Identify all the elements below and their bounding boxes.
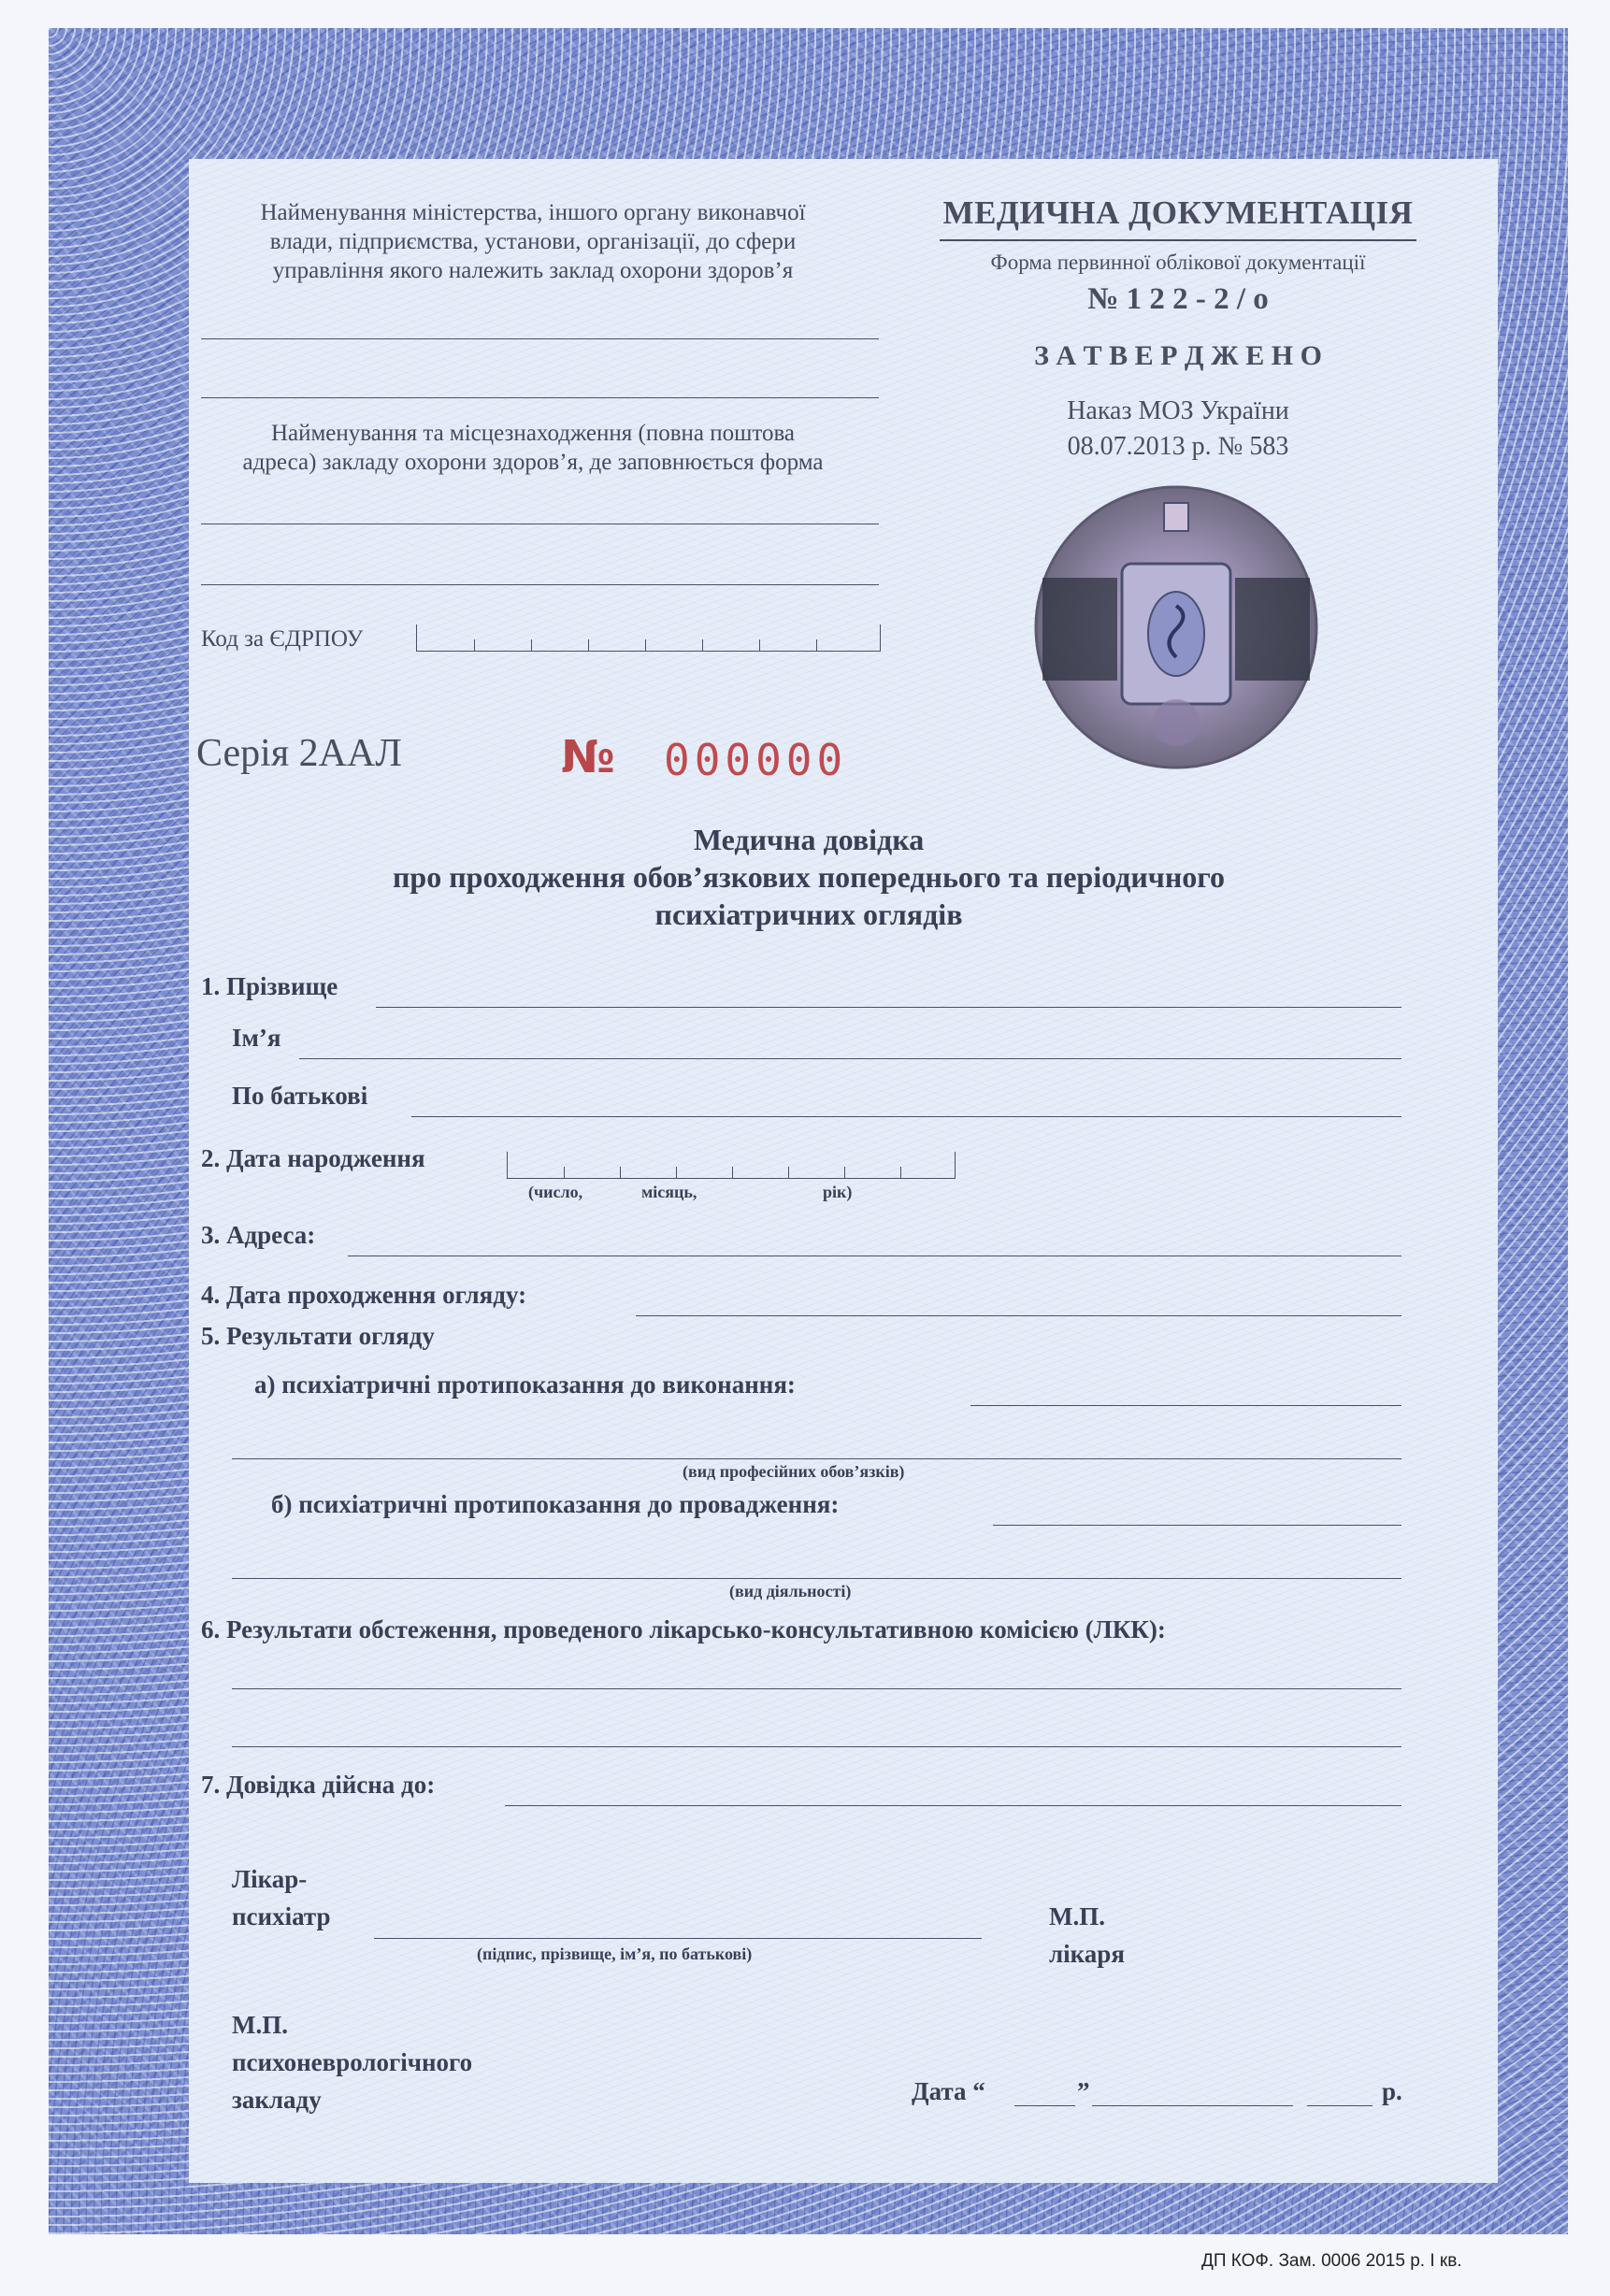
date-month-field[interactable] (1092, 2105, 1293, 2106)
birth-hint-year: рік) (823, 1183, 853, 1201)
edrpou-tick (645, 639, 646, 651)
surname-field[interactable] (376, 1007, 1402, 1008)
facility-stamp-line-1: М.П. (232, 2011, 288, 2039)
name-field[interactable] (299, 1058, 1402, 1059)
birth-date-label: 2. Дата народження (201, 1144, 425, 1172)
title-line-3: психіатричних оглядів (654, 897, 963, 931)
edrpou-boxes[interactable] (416, 624, 881, 652)
birth-date-boxes[interactable] (507, 1152, 956, 1179)
form-type: Форма первинної облікової документації (990, 251, 1366, 274)
date-close-quote: ” (1077, 2077, 1090, 2105)
serial-number: 000000 (664, 735, 848, 785)
order-date: 08.07.2013 р. № 583 (1067, 432, 1289, 461)
ministry-line-2: влади, підприємства, установи, організації, до сфери (269, 229, 797, 254)
title-underline (940, 239, 1416, 241)
signature-hint: (підпис, прізвище, ім’я, по батькові) (477, 1944, 753, 1963)
ministry-line-blank-2[interactable] (201, 397, 879, 398)
lkk-label: 6. Результати обстеження, проведеного лікарсько-консультативною комісією (ЛКК): (201, 1615, 1166, 1643)
patronymic-label: По батькові (232, 1082, 368, 1110)
edrpou-tick (816, 639, 817, 651)
hologram-seal-icon (1033, 484, 1319, 770)
ministry-line-1: Найменування міністерства, іншого органу виконавчої (260, 200, 806, 225)
patronymic-field[interactable] (411, 1116, 1402, 1117)
edrpou-tick (759, 639, 760, 651)
results-b-label: б) психіатричні протипоказання до провадження: (271, 1490, 840, 1518)
results-label: 5. Результати огляду (201, 1322, 435, 1350)
doctor-signature-field[interactable] (374, 1938, 982, 1939)
lkk-field-1[interactable] (232, 1688, 1402, 1689)
facility-stamp-line-2: психоневрологічного (232, 2048, 473, 2076)
doctor-stamp-label (1049, 1898, 1125, 1973)
birth-date-tick (620, 1167, 621, 1178)
valid-until-field[interactable] (505, 1805, 1402, 1806)
form-number: № 1 2 2 - 2 / о (1087, 282, 1269, 316)
doctor-label (232, 1860, 331, 1935)
valid-until-label: 7. Довідка дійсна до: (201, 1771, 436, 1799)
date-year-field[interactable] (1307, 2105, 1373, 2106)
facility-caption (182, 419, 884, 477)
facility-line-2: адреса) закладу охорони здоров’я, де заповнюється форма (242, 450, 824, 475)
results-b-hint: (вид діяльності) (729, 1582, 852, 1600)
birth-date-tick (564, 1167, 565, 1178)
lkk-field-2[interactable] (232, 1746, 1402, 1747)
printer-footer: ДП КОФ. Зам. 0006 2015 р. І кв. (1201, 2251, 1462, 2271)
ministry-line-blank-1[interactable] (201, 338, 879, 339)
date-label: Дата “ (912, 2077, 985, 2105)
title-line-1: Медична довідка (693, 823, 925, 856)
ministry-caption (182, 198, 884, 285)
edrpou-tick (474, 639, 475, 651)
address-label: 3. Адреса: (201, 1221, 316, 1249)
facility-stamp-label (232, 2006, 472, 2118)
results-a-field-2[interactable] (232, 1458, 1402, 1459)
facility-stamp-line-3: закладу (232, 2086, 322, 2114)
doctor-label-line-2: психіатр (232, 1902, 331, 1930)
ministry-line-3: управління якого належить заклад охорони здоров’я (272, 258, 794, 283)
exam-date-label: 4. Дата проходження огляду: (201, 1281, 527, 1309)
birth-date-tick (844, 1167, 845, 1178)
edrpou-tick (588, 639, 589, 651)
facility-line-1: Найменування та місцезнаходження (повна поштова (270, 421, 796, 446)
birth-hint-day: (число, (528, 1183, 583, 1201)
surname-label: 1. Прізвище (201, 972, 338, 1000)
birth-hint-month: місяць, (641, 1183, 697, 1201)
approved-label: З А Т В Е Р Д Ж Е Н О (1034, 340, 1322, 371)
edrpou-label: Код за ЄДРПОУ (201, 626, 364, 652)
doctor-stamp-line-2: лікаря (1049, 1940, 1125, 1968)
exam-date-field[interactable] (636, 1315, 1402, 1316)
edrpou-tick (702, 639, 703, 651)
doctor-stamp-line-1: М.П. (1049, 1902, 1105, 1930)
series-label: Серія 2ААЛ (196, 732, 402, 775)
results-b-field-2[interactable] (232, 1578, 1402, 1579)
medical-doc-title: МЕДИЧНА ДОКУМЕНТАЦІЯ (942, 194, 1414, 231)
number-sign: № (561, 731, 615, 783)
birth-date-tick (732, 1167, 733, 1178)
name-label: Ім’я (232, 1024, 281, 1052)
order-label: Наказ МОЗ України (1067, 396, 1289, 425)
facility-line-blank-2[interactable] (201, 584, 879, 585)
birth-date-tick (788, 1167, 789, 1178)
results-a-field[interactable] (970, 1405, 1402, 1406)
birth-date-tick (900, 1167, 901, 1178)
results-a-hint: (вид професійних обов’язків) (683, 1462, 905, 1481)
date-year-suffix: р. (1382, 2077, 1402, 2105)
doctor-label-line-1: Лікар- (232, 1865, 308, 1893)
date-day-field[interactable] (1014, 2105, 1075, 2106)
title-line-2: про проходження обов’язкових попереднього та періодичного (392, 860, 1225, 894)
document-title (187, 821, 1430, 933)
results-a-label: а) психіатричні протипоказання до виконання: (254, 1370, 796, 1399)
edrpou-tick (531, 639, 532, 651)
results-b-field[interactable] (993, 1525, 1402, 1526)
birth-date-tick (676, 1167, 677, 1178)
